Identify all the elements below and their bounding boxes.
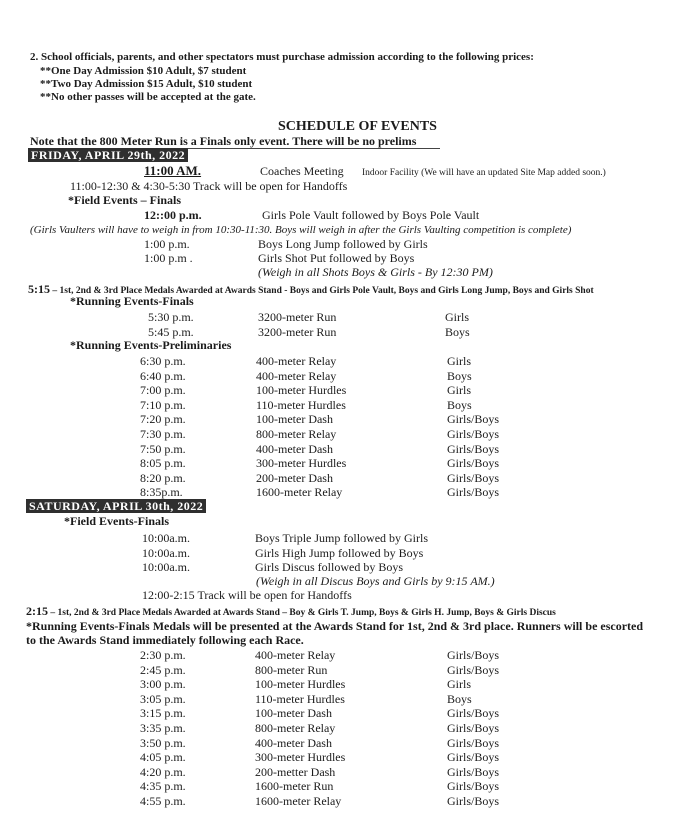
row-event: 1600-meter Relay — [256, 485, 343, 500]
row-event: 300-meter Hurdles — [255, 750, 346, 765]
row-gender: Girls/Boys — [447, 456, 500, 471]
row-gender: Girls — [445, 310, 469, 324]
row-time: 4:05 p.m. — [140, 750, 186, 765]
friday-running-finals-heading: *Running Events-Finals — [70, 294, 194, 308]
row-event: 400-meter Relay — [255, 648, 336, 662]
row-time: 3:35 p.m. — [140, 721, 186, 735]
row-event: 110-meter Hurdles — [255, 691, 345, 706]
row-time: 4:35 p.m. — [140, 779, 186, 794]
pole-vault-time: 12::00 p.m. — [144, 208, 202, 222]
row-gender: Boys — [447, 691, 472, 706]
row-gender: Girls/Boys — [447, 470, 500, 485]
row-time: 6:40 p.m. — [140, 368, 186, 383]
row-gender: Girls/Boys — [447, 662, 500, 677]
row-event: 800-meter Run — [255, 662, 328, 677]
row-time: 2:30 p.m. — [140, 648, 186, 662]
friday-track-open: 11:00-12:30 & 4:30-5:30 Track will be open for Handoffs — [70, 179, 348, 193]
saturday-field-heading: *Field Events-Finals — [64, 514, 170, 528]
row-time: 4:20 p.m. — [140, 764, 186, 779]
row-gender: Girls/Boys — [447, 706, 500, 721]
row-gender: Girls/Boys — [447, 412, 500, 427]
saturday-running-heading: *Running Events-Finals — [26, 619, 150, 633]
row-event: 800-meter Relay — [255, 721, 336, 735]
shot-put-event: Girls Shot Put followed by Boys — [258, 251, 415, 265]
row-event: 100-meter Hurdles — [255, 677, 346, 692]
row-event: 1600-meter Run — [255, 779, 334, 794]
row-time: 10:00a.m. — [142, 545, 190, 560]
row-time: 3:00 p.m. — [140, 677, 186, 692]
row-time: 7:30 p.m. — [140, 427, 186, 441]
admission-intro: 2. School officials, parents, and other spectators must purchase admission according to the following prices: — [30, 51, 534, 63]
row-time: 7:50 p.m. — [140, 441, 186, 456]
saturday-track-open: 12:00-2:15 Track will be open for Handoffs — [142, 588, 352, 602]
row-gender: Girls/Boys — [447, 764, 500, 779]
row-time: 7:00 p.m. — [140, 383, 186, 398]
row-gender: Girls/Boys — [447, 485, 500, 500]
saturday-medals-text: – 1st, 2nd & 3rd Place Medals Awarded at Awards Stand – Boy & Girls T. Jump, Boys & Girls H. Jump, Boys & Girls Discus — [48, 608, 556, 618]
row-time: 10:00a.m. — [142, 531, 190, 545]
row-event: 1600-meter Relay — [255, 794, 342, 808]
friday-medals-time: 5:15 — [28, 282, 50, 296]
row-event: 3200-meter Run — [258, 324, 337, 339]
row-event: 400-meter Relay — [256, 368, 337, 383]
row-gender: Girls — [447, 383, 471, 398]
row-time: 5:45 p.m. — [148, 324, 194, 339]
saturday-running-note-2: to the Awards Stand immediately following each Race. — [26, 633, 304, 647]
coaches-time: 11:00 AM. — [144, 163, 202, 178]
finals-only-note: Note that the 800 Meter Run is a Finals only event. There will be no prelims — [30, 134, 417, 148]
admission-no-passes: **No other passes will be accepted at the gate. — [40, 91, 256, 103]
row-gender: Girls/Boys — [447, 441, 500, 456]
row-time: 3:05 p.m. — [140, 691, 186, 706]
row-gender: Girls — [447, 677, 471, 692]
long-jump-event: Boys Long Jump followed by Girls — [258, 237, 428, 251]
vault-weigh-note: (Girls Vaulters will have to weigh in from 10:30-11:30. Boys will weigh in after the Girls Vaulting competition is complete) — [30, 224, 572, 236]
row-time: 10:00a.m. — [142, 560, 190, 574]
row-gender: Girls/Boys — [447, 721, 500, 735]
row-time: 7:20 p.m. — [140, 412, 186, 427]
row-event: 400-meter Dash — [255, 735, 332, 750]
row-gender: Boys — [445, 324, 470, 339]
row-time: 8:35p.m. — [140, 485, 183, 500]
schedule-title: SCHEDULE OF EVENTS — [278, 119, 437, 134]
row-event: 110-meter Hurdles — [256, 397, 346, 412]
row-time: 3:15 p.m. — [140, 706, 186, 721]
friday-header: FRIDAY, APRIL 29th, 2022 — [28, 148, 188, 162]
saturday-running-note-1: Medals will be presented at the Awards Stand for 1st, 2nd & 3rd place. Runners will be escorted — [149, 619, 644, 633]
saturday-medals-time: 2:15 — [26, 604, 48, 618]
row-gender: Boys — [447, 397, 472, 412]
saturday-medals-line — [26, 604, 556, 620]
row-time: 8:20 p.m. — [140, 470, 186, 485]
row-time: 6:30 p.m. — [140, 354, 186, 368]
row-event: Girls High Jump followed by Boys — [255, 545, 424, 560]
row-event: 300-meter Hurdles — [256, 456, 347, 471]
friday-prelims-heading: *Running Events-Preliminaries — [70, 338, 232, 352]
row-event: 100-meter Dash — [255, 706, 332, 721]
row-event: 100-meter Dash — [256, 412, 333, 427]
friday-field-heading: *Field Events – Finals — [68, 193, 182, 207]
row-event: 3200-meter Run — [258, 310, 337, 324]
saturday-header: SATURDAY, APRIL 30th, 2022 — [26, 499, 206, 513]
row-time: 2:45 p.m. — [140, 662, 186, 677]
row-event: 400-meter Relay — [256, 354, 337, 368]
row-gender: Girls/Boys — [447, 648, 500, 662]
admission-two-day: **Two Day Admission $15 Adult, $10 student — [40, 78, 253, 90]
row-gender: Girls — [447, 354, 471, 368]
admission-one-day: **One Day Admission $10 Adult, $7 student — [40, 65, 247, 77]
row-event: 400-meter Dash — [256, 441, 333, 456]
row-event: 100-meter Hurdles — [256, 383, 347, 398]
row-event: Boys Triple Jump followed by Girls — [255, 531, 429, 545]
row-time: 3:50 p.m. — [140, 735, 186, 750]
pole-vault-event: Girls Pole Vault followed by Boys Pole Vault — [262, 208, 480, 222]
row-gender: Girls/Boys — [447, 427, 500, 441]
row-gender: Girls/Boys — [447, 779, 500, 794]
row-event: 800-meter Relay — [256, 427, 337, 441]
row-time: 4:55 p.m. — [140, 794, 186, 808]
coaches-note: Indoor Facility (We will have an updated Site Map added soon.) — [362, 168, 606, 178]
row-time: 7:10 p.m. — [140, 397, 186, 412]
row-time: 5:30 p.m. — [148, 310, 194, 324]
saturday-running-line — [26, 619, 643, 633]
discus-weigh-note: (Weigh in all Discus Boys and Girls by 9:15 AM.) — [256, 574, 495, 588]
row-event: 200-meter Dash — [256, 470, 333, 485]
friday-medals-text: – 1st, 2nd & 3rd Place Medals Awarded at Awards Stand - Boys and Girls Pole Vault, Boys and Girls Long Jump, Boys and Girls Shot — [50, 286, 594, 296]
long-jump-time: 1:00 p.m. — [144, 237, 190, 251]
row-gender: Girls/Boys — [447, 750, 500, 765]
row-gender: Girls/Boys — [447, 735, 500, 750]
shot-weigh-note: (Weigh in all Shots Boys & Girls - By 12:30 PM) — [258, 265, 493, 279]
row-event: Girls Discus followed by Boys — [255, 560, 403, 574]
row-time: 8:05 p.m. — [140, 456, 186, 471]
shot-put-time: 1:00 p.m . — [144, 251, 193, 265]
row-gender: Boys — [447, 368, 472, 383]
coaches-event: Coaches Meeting — [260, 164, 344, 178]
row-gender: Girls/Boys — [447, 794, 500, 808]
row-event: 200-metter Dash — [255, 764, 336, 779]
